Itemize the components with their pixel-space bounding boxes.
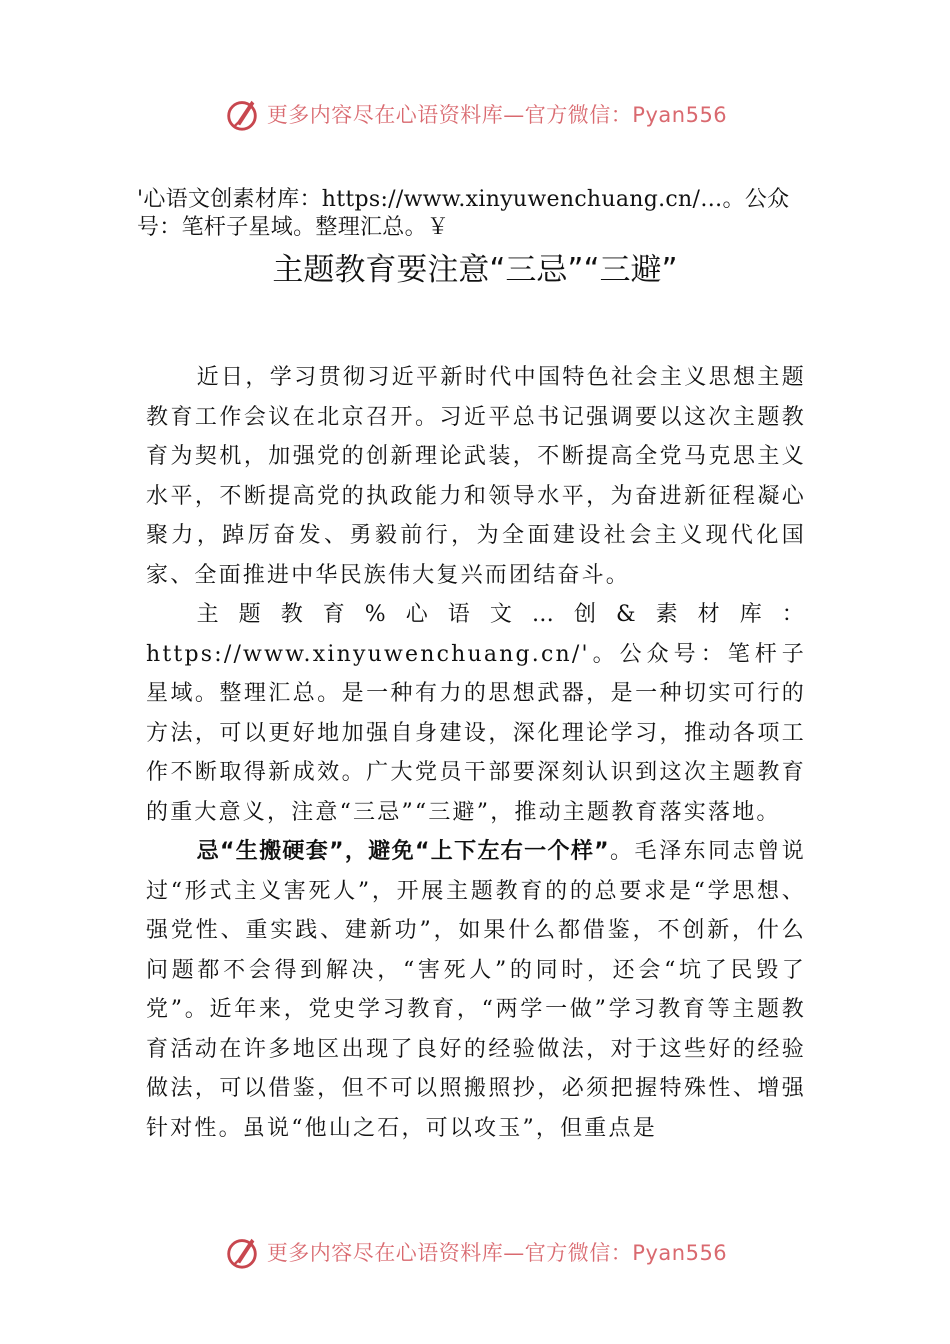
header-banner-text: 更多内容尽在心语资料库—官方微信：Pyan556 bbox=[266, 103, 728, 127]
paragraph-3-text: 。毛泽东同志曾说过“形式主义害死人”，开展主题教育的的总要求是“学思想、强党性、重实践、建新功”，如果什么都借鉴，不创新，什么问题都不会得到解决，“害死人”的同时，还会“坑了民毁了党”。近年来，党史学习教育，“两学一做”学习教育等主题教育活动在许多地区出现了良好的经验做法，对于这些好的经验做法，可以借鉴，但不可以照搬照抄，必须把握特殊性、增强针对性。虽说“他山之石，可以攻玉”，但重点是 bbox=[146, 839, 806, 1141]
document-body bbox=[146, 358, 806, 1148]
footer-banner-text: 更多内容尽在心语资料库—官方微信：Pyan556 bbox=[266, 1241, 728, 1265]
paragraph-3 bbox=[146, 832, 806, 1148]
document-title: 主题教育要注意“三忌”“三避” bbox=[272, 252, 678, 288]
quill-logo-icon bbox=[223, 1233, 261, 1271]
quill-logo-icon bbox=[223, 95, 261, 133]
footer-banner bbox=[0, 1230, 950, 1274]
header-banner bbox=[0, 92, 950, 136]
paragraph-3-lead: 忌“生搬硬套”，避免“上下左右一个样” bbox=[196, 839, 610, 864]
paragraph-2: 主题教育%心语文…创&素材库：https://www.xinyuwenchuang.cn/'。公众号：笔杆子星域。整理汇总。是一种有力的思想武器，是一种切实可行的方法，可以更好地加强自身建设，深化理论学习，推动各项工作不断取得新成效。广大党员干部要深刻认识到这次主题教育的重大意义，注意“三忌”“三避”，推动主题教育落实落地。 bbox=[146, 602, 806, 825]
paragraph-1: 近日，学习贯彻习近平新时代中国特色社会主义思想主题教育工作会议在北京召开。习近平总书记强调要以这次主题教育为契机，加强党的创新理论武装，不断提高全党马克思主义水平，不断提高党的执政能力和领导水平，为奋进新征程凝心聚力，踔厉奋发、勇毅前行，为全面建设社会主义现代化国家、全面推进中华民族伟大复兴而团结奋斗。 bbox=[146, 365, 806, 588]
source-line: '心语文创素材库：https://www.xinyuwenchuang.cn/…。公众号：笔杆子星域。整理汇总。￥ bbox=[137, 187, 790, 240]
